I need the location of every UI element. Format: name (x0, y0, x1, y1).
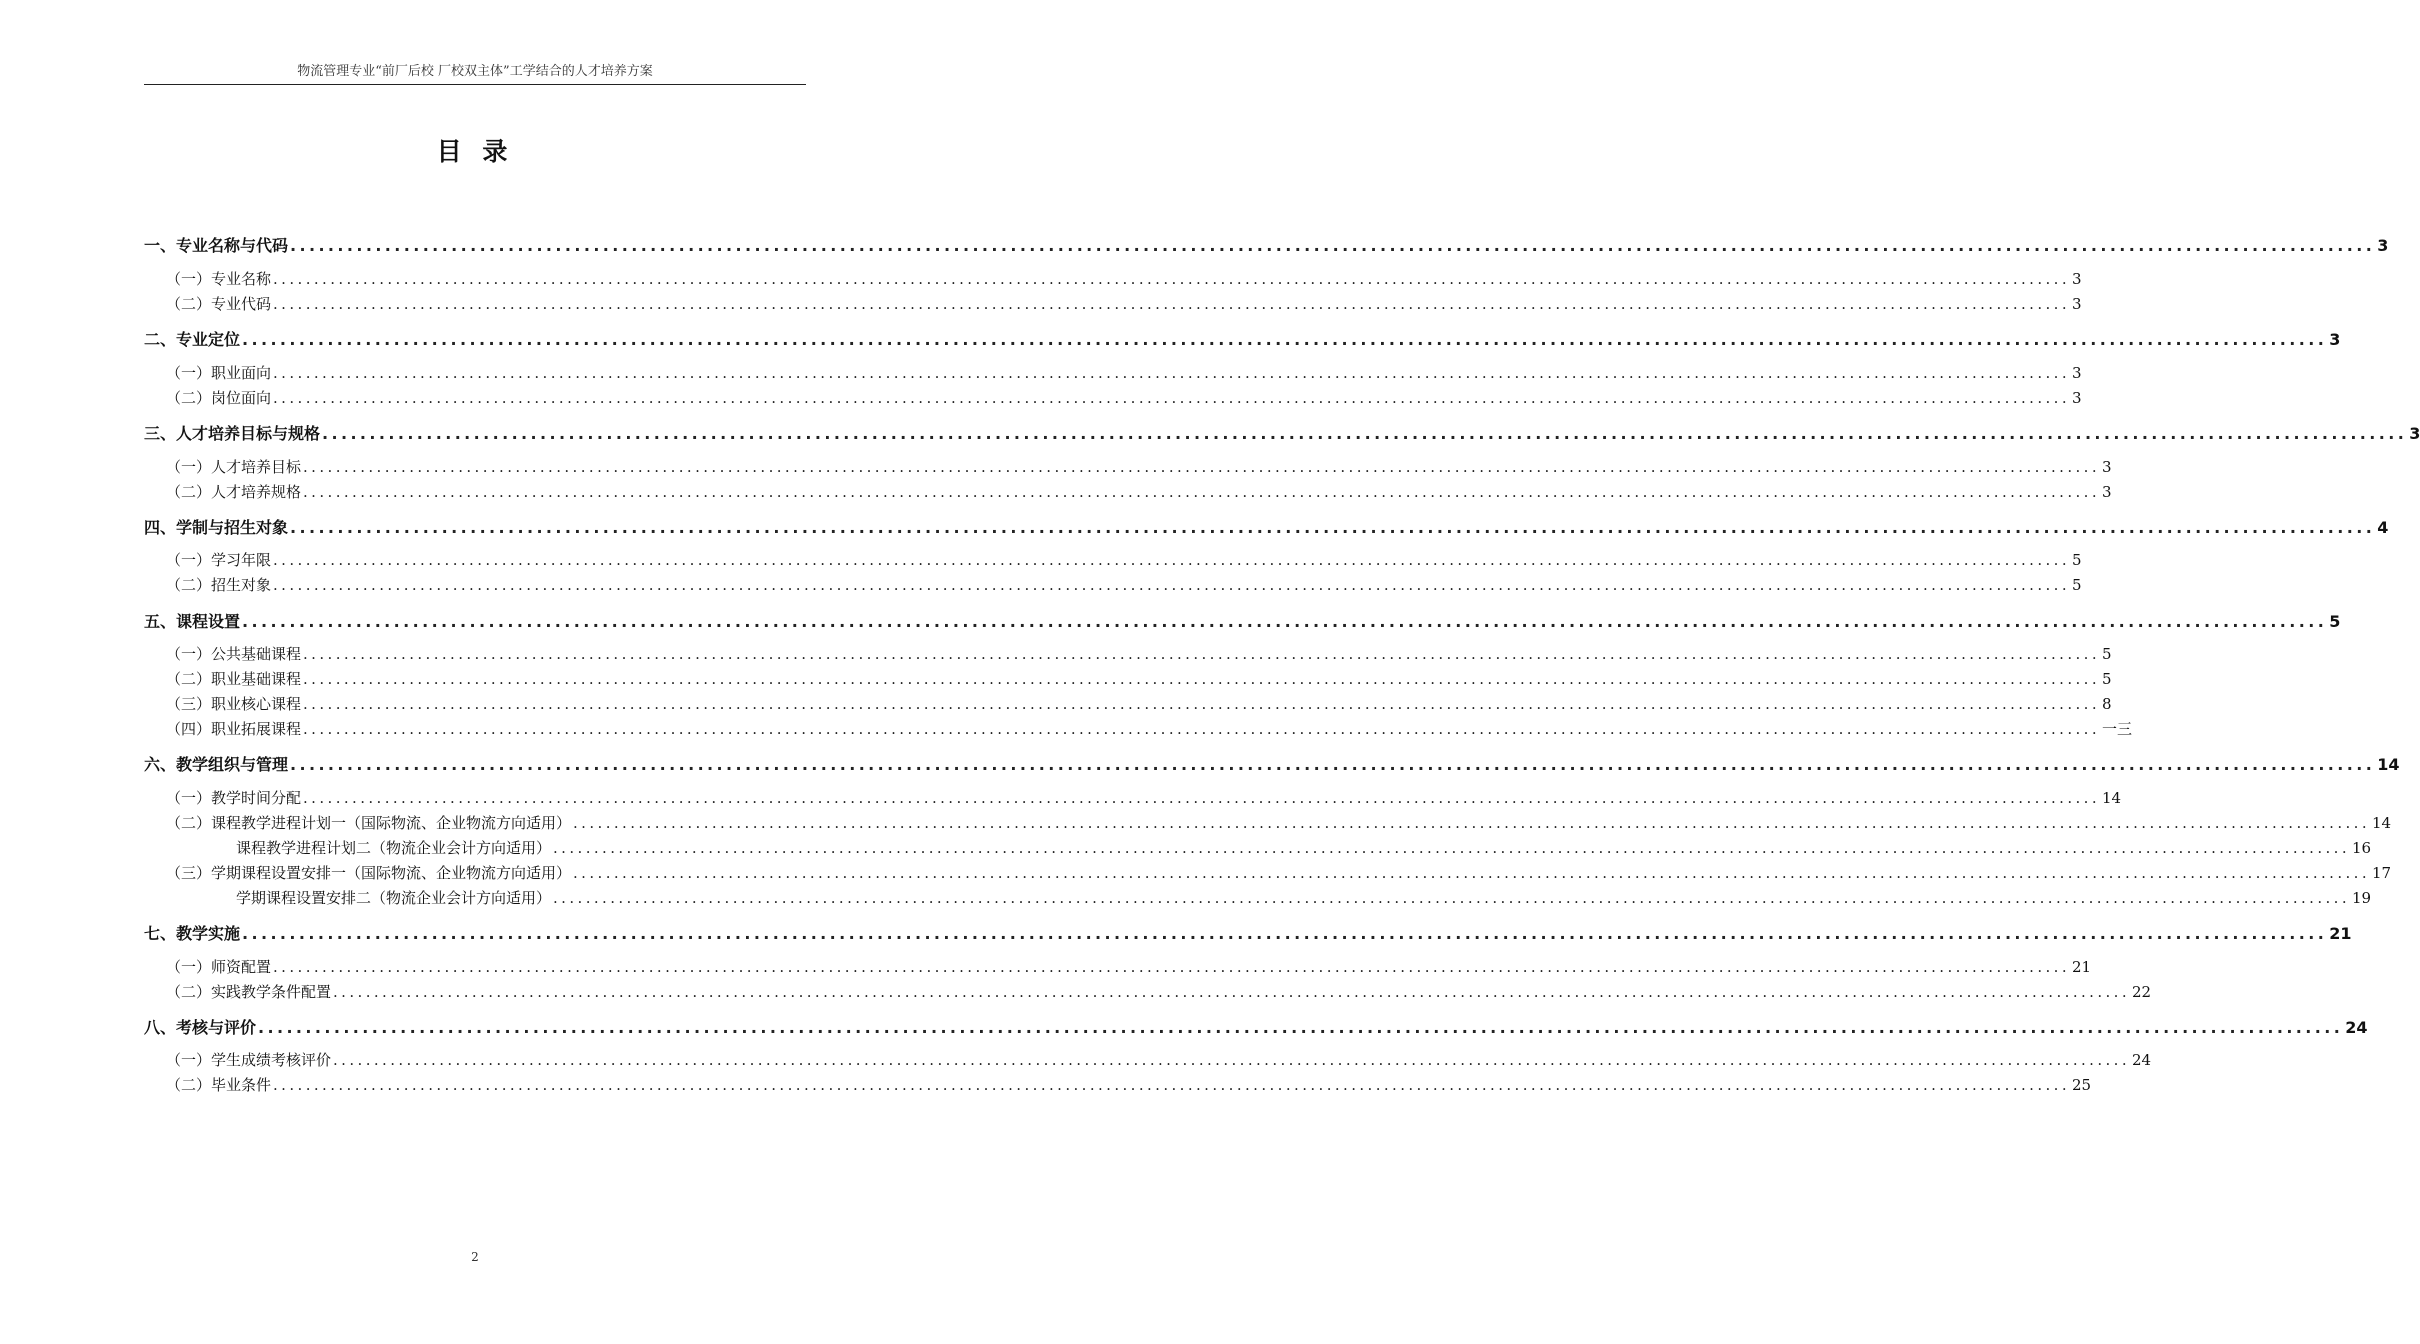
toc-entry-page: 5 (2102, 670, 2112, 688)
toc-entry[interactable] (144, 693, 2112, 719)
toc-entry-page: 24 (2345, 1018, 2368, 1037)
toc-entry-label: 七、教学实施 (144, 924, 241, 943)
toc-entry-label: 三、人才培养目标与规格 (144, 424, 321, 443)
toc-dot-leader: ............................................................................................................................................................................................................................ (273, 551, 2070, 569)
toc-entry-page: 21 (2072, 958, 2092, 976)
toc-entry[interactable] (144, 981, 2152, 1007)
toc-entry[interactable] (144, 233, 2389, 259)
toc-entry-page: 24 (2132, 1051, 2152, 1069)
toc-entry[interactable] (144, 921, 2352, 947)
toc-entry-label: （二）人才培养规格 (166, 483, 302, 501)
toc-entry[interactable] (144, 956, 2092, 982)
toc-entry-page: 21 (2329, 924, 2352, 943)
toc-entry-label: （二）招生对象 (166, 576, 272, 594)
toc-dot-leader: ............................................................................................................................................................................................................................ (303, 670, 2100, 688)
toc-entry-page: 5 (2072, 576, 2082, 594)
toc-dot-leader: ............................................................................................................................................................................................................................ (273, 295, 2070, 313)
toc-entry-page: 14 (2102, 789, 2122, 807)
toc-entry-page: 3 (2072, 295, 2082, 313)
toc-dot-leader: ............................................................................................................................................................................................................................ (258, 1018, 2344, 1037)
toc-dot-leader: ............................................................................................................................................................................................................................ (303, 720, 2100, 738)
toc-entry-label: （二）岗位面向 (166, 389, 272, 407)
toc-entry[interactable] (144, 293, 2082, 319)
toc-entry[interactable] (144, 268, 2082, 294)
toc-entry-label: （一）职业面向 (166, 364, 272, 382)
toc-dot-leader: ............................................................................................................................................................................................................................ (573, 814, 2370, 832)
toc-entry-page: 5 (2102, 645, 2112, 663)
toc-entry[interactable] (144, 668, 2112, 694)
toc-entry-label: 五、课程设置 (144, 612, 241, 631)
toc-entry-label: （二）课程教学进程计划一（国际物流、企业物流方向适用） (166, 814, 572, 832)
toc-dot-leader: ............................................................................................................................................................................................................................ (322, 424, 2408, 443)
toc-entry-page: 3 (2072, 270, 2082, 288)
toc-entry[interactable] (144, 1074, 2092, 1100)
toc-entry-page: 一三 (2102, 720, 2133, 738)
toc-entry[interactable] (144, 887, 2372, 913)
toc-dot-leader: ............................................................................................................................................................................................................................ (573, 864, 2370, 882)
toc-entry-label: （一）学生成绩考核评价 (166, 1051, 332, 1069)
toc-entry-page: 4 (2377, 518, 2389, 537)
toc-entry[interactable] (144, 1049, 2152, 1075)
toc-entry[interactable] (144, 812, 2392, 838)
toc-entry[interactable] (144, 456, 2112, 482)
toc-entry[interactable] (144, 643, 2112, 669)
toc-entry-page: 3 (2409, 424, 2420, 443)
toc-entry[interactable] (144, 421, 2420, 447)
toc-entry-page: 5 (2329, 612, 2341, 631)
toc-entry-label: （二）专业代码 (166, 295, 272, 313)
toc-entry[interactable] (144, 362, 2082, 388)
toc-entry-page: 14 (2377, 755, 2400, 774)
toc-dot-leader: ............................................................................................................................................................................................................................ (242, 330, 2328, 349)
toc-entry[interactable] (144, 515, 2389, 541)
toc-entry-label: 四、学制与招生对象 (144, 518, 289, 537)
toc-entry[interactable] (144, 787, 2122, 813)
toc-entry-label: （一）专业名称 (166, 270, 272, 288)
toc-entry[interactable] (144, 549, 2082, 575)
toc-dot-leader: ............................................................................................................................................................................................................................ (303, 789, 2100, 807)
toc-entry-page: 16 (2352, 839, 2372, 857)
toc-title: 目 录 (436, 137, 514, 166)
toc-dot-leader: ............................................................................................................................................................................................................................ (273, 1076, 2070, 1094)
toc-entry-page: 5 (2072, 551, 2082, 569)
toc-entry-page: 3 (2102, 458, 2112, 476)
toc-entry-label: （一）师资配置 (166, 958, 272, 976)
toc-entry-page: 3 (2377, 236, 2389, 255)
toc-dot-leader: ............................................................................................................................................................................................................................ (242, 612, 2328, 631)
toc-dot-leader: ............................................................................................................................................................................................................................ (273, 576, 2070, 594)
toc-entry-label: （一）人才培养目标 (166, 458, 302, 476)
toc-dot-leader: ............................................................................................................................................................................................................................ (303, 645, 2100, 663)
toc-entry-label: 六、教学组织与管理 (144, 755, 289, 774)
toc-entry[interactable] (144, 752, 2400, 778)
toc-dot-leader: ............................................................................................................................................................................................................................ (333, 983, 2130, 1001)
toc-entry[interactable] (144, 718, 2133, 744)
toc-entry-label: 课程教学进程计划二（物流企业会计方向适用） (236, 839, 552, 857)
toc-entry-label: 学期课程设置安排二（物流企业会计方向适用） (236, 889, 552, 907)
toc-entry-label: （三）职业核心课程 (166, 695, 302, 713)
toc-dot-leader: ............................................................................................................................................................................................................................ (290, 518, 2376, 537)
page-header: 物流管理专业“前厂后校 厂校双主体”工学结合的人才培养方案 (144, 64, 806, 85)
toc-dot-leader: ............................................................................................................................................................................................................................ (273, 364, 2070, 382)
toc-dot-leader: ............................................................................................................................................................................................................................ (303, 483, 2100, 501)
toc-entry-label: （二）实践教学条件配置 (166, 983, 332, 1001)
toc-entry-page: 3 (2329, 330, 2341, 349)
toc-dot-leader: ............................................................................................................................................................................................................................ (553, 839, 2350, 857)
toc-entry-label: （三）学期课程设置安排一（国际物流、企业物流方向适用） (166, 864, 572, 882)
toc-dot-leader: ............................................................................................................................................................................................................................ (242, 924, 2328, 943)
toc-entry-label: （二）毕业条件 (166, 1076, 272, 1094)
toc-entry-page: 3 (2072, 364, 2082, 382)
toc-entry-label: 八、考核与评价 (144, 1018, 257, 1037)
toc-entry[interactable] (144, 387, 2082, 413)
toc-dot-leader: ............................................................................................................................................................................................................................ (273, 389, 2070, 407)
toc-entry[interactable] (144, 327, 2341, 353)
toc-dot-leader: ............................................................................................................................................................................................................................ (273, 270, 2070, 288)
toc-dot-leader: ............................................................................................................................................................................................................................ (290, 755, 2376, 774)
toc-entry-page: 3 (2072, 389, 2082, 407)
toc-entry[interactable] (144, 481, 2112, 507)
toc-entry[interactable] (144, 609, 2341, 635)
toc-dot-leader: ............................................................................................................................................................................................................................ (273, 958, 2070, 976)
toc-dot-leader: ............................................................................................................................................................................................................................ (553, 889, 2350, 907)
toc-entry-page: 19 (2352, 889, 2372, 907)
toc-dot-leader: ............................................................................................................................................................................................................................ (333, 1051, 2130, 1069)
toc-entry-label: （一）教学时间分配 (166, 789, 302, 807)
toc-entry-label: 一、专业名称与代码 (144, 236, 289, 255)
toc-entry-label: （二）职业基础课程 (166, 670, 302, 688)
toc-entry[interactable] (144, 1015, 2368, 1041)
toc-entry-page: 3 (2102, 483, 2112, 501)
page-number: 2 (471, 1250, 479, 1264)
toc-dot-leader: ............................................................................................................................................................................................................................ (303, 458, 2100, 476)
toc-dot-leader: ............................................................................................................................................................................................................................ (303, 695, 2100, 713)
toc-entry[interactable] (144, 574, 2082, 600)
toc-dot-leader: ............................................................................................................................................................................................................................ (290, 236, 2376, 255)
toc-entry-page: 17 (2372, 864, 2392, 882)
toc-entry-label: （一）学习年限 (166, 551, 272, 569)
toc-entry-label: （四）职业拓展课程 (166, 720, 302, 738)
toc-entry[interactable] (144, 862, 2392, 888)
toc-entry-page: 8 (2102, 695, 2112, 713)
toc-entry-page: 14 (2372, 814, 2392, 832)
toc-entry-page: 22 (2132, 983, 2152, 1001)
toc-entry-label: （一）公共基础课程 (166, 645, 302, 663)
toc-entry-page: 25 (2072, 1076, 2092, 1094)
toc-entry[interactable] (144, 837, 2372, 863)
toc-entry-label: 二、专业定位 (144, 330, 241, 349)
